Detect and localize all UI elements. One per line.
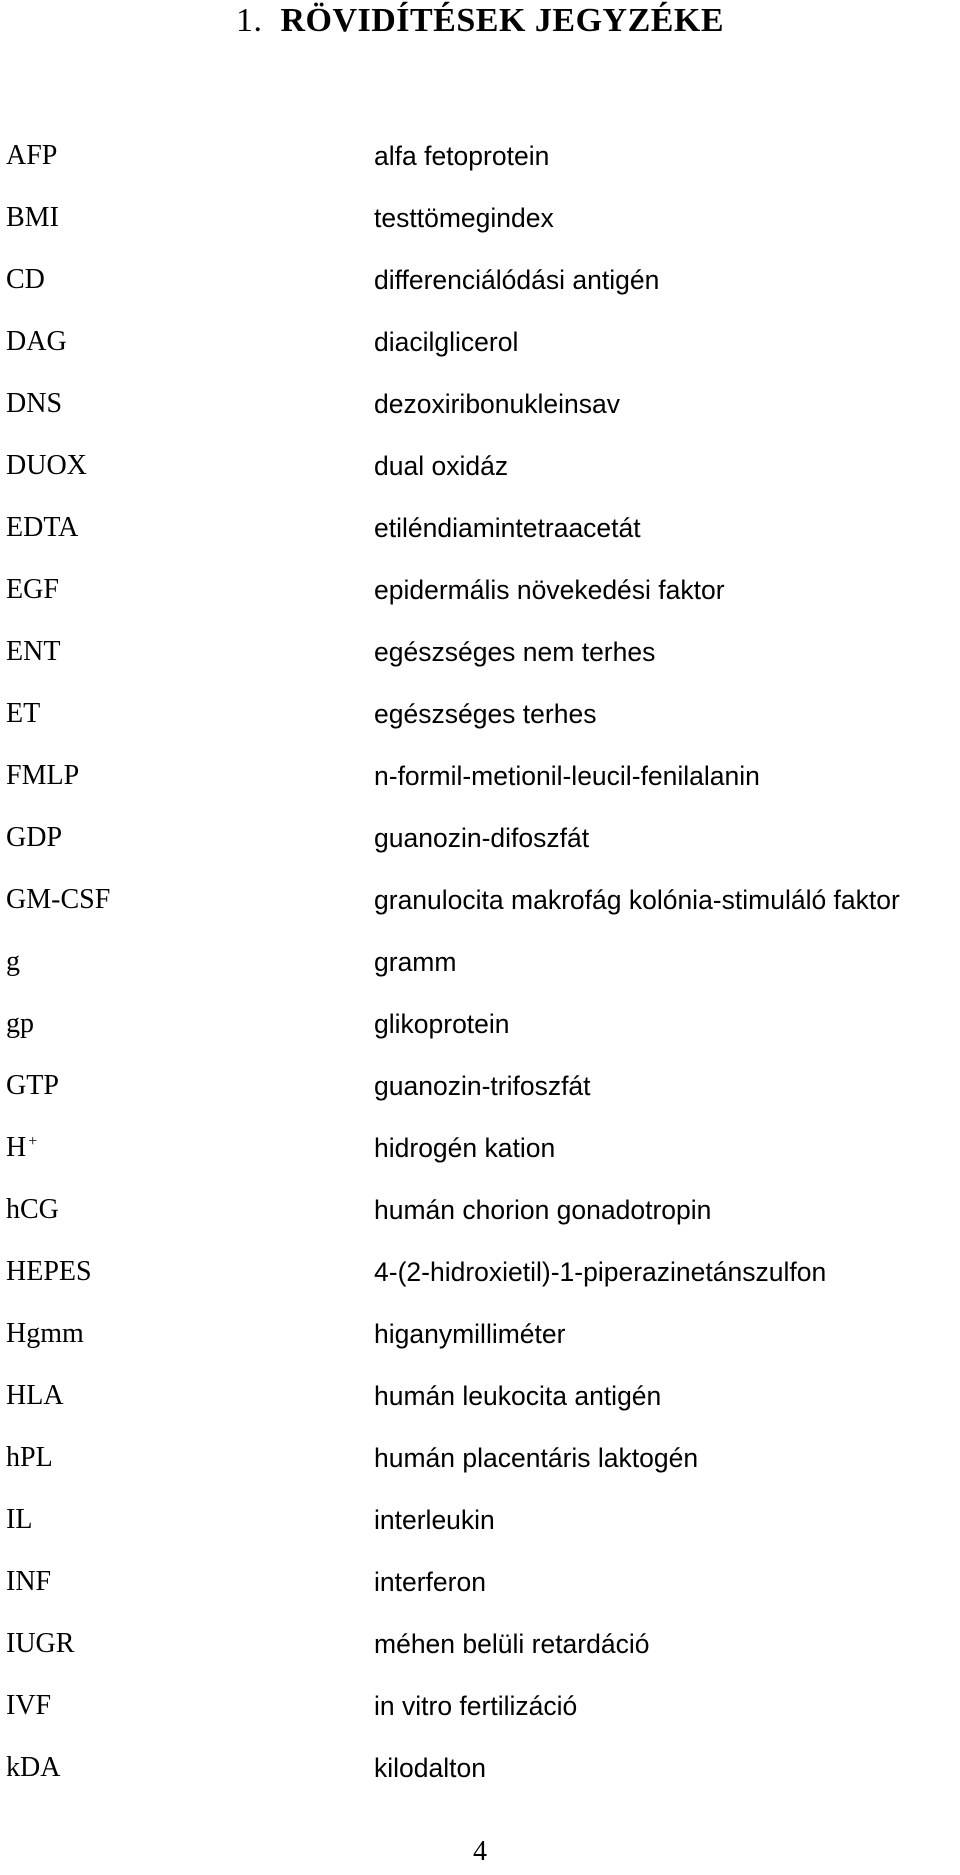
abbreviation-row bbox=[0, 1441, 960, 1503]
abbreviation-term-text: GTP bbox=[6, 1070, 59, 1101]
abbreviation-definition: hidrogén kation bbox=[374, 1133, 556, 1163]
abbreviation-term-text: FMLP bbox=[6, 760, 80, 791]
abbreviation-row bbox=[0, 1131, 960, 1193]
abbreviation-term bbox=[6, 1131, 37, 1165]
abbreviation-term-text: hCG bbox=[6, 1194, 59, 1225]
section-title: RÖVIDÍTÉSEK JEGYZÉKE bbox=[280, 2, 725, 39]
abbreviation-term-text: EGF bbox=[6, 574, 59, 605]
abbreviation-definition: egészséges nem terhes bbox=[374, 637, 656, 667]
abbreviation-term bbox=[6, 1069, 59, 1103]
abbreviation-term-text: ENT bbox=[6, 636, 61, 667]
abbreviation-row bbox=[0, 1317, 960, 1379]
abbreviation-term bbox=[6, 1007, 34, 1041]
abbreviation-term bbox=[6, 759, 79, 793]
abbreviation-row bbox=[0, 1379, 960, 1441]
abbreviation-definition: higanymilliméter bbox=[374, 1319, 566, 1349]
abbreviation-term bbox=[6, 1441, 53, 1475]
abbreviation-term-text: kDA bbox=[6, 1752, 61, 1783]
abbreviation-term bbox=[6, 1689, 51, 1723]
section-number: 1. bbox=[235, 2, 263, 39]
abbreviation-row bbox=[0, 1565, 960, 1627]
abbreviation-row bbox=[0, 387, 960, 449]
abbreviation-row bbox=[0, 1751, 960, 1813]
abbreviation-definition: glikoprotein bbox=[374, 1009, 510, 1039]
abbreviation-term bbox=[6, 1565, 51, 1599]
abbreviation-row bbox=[0, 945, 960, 1007]
abbreviation-definition: méhen belüli retardáció bbox=[374, 1629, 650, 1659]
abbreviation-definition: humán chorion gonadotropin bbox=[374, 1195, 712, 1225]
abbreviation-term bbox=[6, 697, 40, 731]
abbreviation-definition: granulocita makrofág kolónia-stimuláló faktor bbox=[374, 885, 900, 915]
abbreviation-definition: interferon bbox=[374, 1567, 486, 1597]
abbreviation-term bbox=[6, 821, 62, 855]
abbreviation-definition: kilodalton bbox=[374, 1753, 486, 1783]
abbreviation-term-text: Hgmm bbox=[6, 1318, 84, 1349]
abbreviation-term-text: CD bbox=[6, 264, 45, 295]
abbreviation-term bbox=[6, 1193, 59, 1227]
abbreviation-term-text: GDP bbox=[6, 822, 63, 853]
abbreviation-term bbox=[6, 139, 57, 173]
abbreviation-row bbox=[0, 883, 960, 945]
abbreviation-row bbox=[0, 1007, 960, 1069]
abbreviation-term-text: gp bbox=[6, 1008, 34, 1039]
abbreviation-definition: epidermális növekedési faktor bbox=[374, 575, 725, 605]
abbreviation-definition: alfa fetoprotein bbox=[374, 141, 550, 171]
abbreviation-row bbox=[0, 759, 960, 821]
abbreviation-row bbox=[0, 201, 960, 263]
abbreviation-term bbox=[6, 1379, 64, 1413]
abbreviation-definition: gramm bbox=[374, 947, 457, 977]
abbreviation-definition: testtömegindex bbox=[374, 203, 554, 233]
abbreviation-row bbox=[0, 511, 960, 573]
abbreviation-row bbox=[0, 1503, 960, 1565]
abbreviation-term bbox=[6, 573, 59, 607]
abbreviation-definition: guanozin-trifoszfát bbox=[374, 1071, 591, 1101]
abbreviation-row bbox=[0, 635, 960, 697]
abbreviation-row bbox=[0, 1193, 960, 1255]
abbreviation-term-text: DNS bbox=[6, 388, 63, 419]
abbreviation-term bbox=[6, 1751, 60, 1785]
abbreviation-definition: dual oxidáz bbox=[374, 451, 509, 481]
abbreviation-superscript: + bbox=[28, 1133, 38, 1150]
abbreviation-term-text: DUOX bbox=[6, 450, 87, 481]
abbreviation-term bbox=[6, 945, 20, 979]
abbreviation-term-text: GM-CSF bbox=[6, 884, 111, 915]
page-title bbox=[0, 2, 960, 40]
abbreviation-term bbox=[6, 1627, 74, 1661]
abbreviation-term-text: hPL bbox=[6, 1442, 53, 1473]
abbreviation-term-text: DAG bbox=[6, 326, 67, 357]
abbreviation-term-text: INF bbox=[6, 1566, 52, 1597]
abbreviation-term bbox=[6, 1255, 92, 1289]
abbreviation-row bbox=[0, 821, 960, 883]
abbreviation-definition: guanozin-difoszfát bbox=[374, 823, 590, 853]
page-number: 4 bbox=[473, 1836, 487, 1867]
abbreviation-term bbox=[6, 387, 62, 421]
abbreviation-row bbox=[0, 573, 960, 635]
abbreviation-definition: n-formil-metionil-leucil-fenilalanin bbox=[374, 761, 760, 791]
abbreviation-term bbox=[6, 883, 110, 917]
abbreviation-term bbox=[6, 1503, 32, 1537]
abbreviation-row bbox=[0, 1689, 960, 1751]
abbreviation-definition: etiléndiamintetraacetát bbox=[374, 513, 641, 543]
abbreviation-definition: dezoxiribonukleinsav bbox=[374, 389, 621, 419]
abbreviation-term-text: BMI bbox=[6, 202, 59, 233]
abbreviation-definition: diacilglicerol bbox=[374, 327, 519, 357]
abbreviation-term-text: IUGR bbox=[6, 1628, 75, 1659]
abbreviation-term-text: AFP bbox=[6, 140, 58, 171]
abbreviation-term bbox=[6, 1317, 84, 1351]
abbreviation-term bbox=[6, 201, 59, 235]
abbreviation-term-text: HEPES bbox=[6, 1256, 92, 1287]
abbreviation-definition: egészséges terhes bbox=[374, 699, 597, 729]
abbreviation-definition: in vitro fertilizáció bbox=[374, 1691, 578, 1721]
abbreviation-row bbox=[0, 449, 960, 511]
abbreviation-row bbox=[0, 263, 960, 325]
abbreviation-row bbox=[0, 325, 960, 387]
abbreviation-term bbox=[6, 263, 45, 297]
abbreviation-term-text: HLA bbox=[6, 1380, 64, 1411]
abbreviation-row bbox=[0, 1627, 960, 1689]
abbreviation-definition: humán placentáris laktogén bbox=[374, 1443, 699, 1473]
abbreviation-term-text: H bbox=[6, 1132, 27, 1163]
abbreviation-row bbox=[0, 1069, 960, 1131]
abbreviation-row bbox=[0, 697, 960, 759]
abbreviation-term-text: IVF bbox=[6, 1690, 52, 1721]
abbreviation-row bbox=[0, 139, 960, 201]
abbreviation-list bbox=[0, 139, 960, 1813]
abbreviation-term-text: g bbox=[6, 946, 20, 977]
abbreviation-term bbox=[6, 325, 67, 359]
abbreviation-term bbox=[6, 635, 60, 669]
abbreviation-definition: 4-(2-hidroxietil)-1-piperazinetánszulfon bbox=[374, 1257, 827, 1287]
abbreviation-term bbox=[6, 449, 87, 483]
abbreviation-definition: differenciálódási antigén bbox=[374, 265, 660, 295]
abbreviation-term-text: IL bbox=[6, 1504, 33, 1535]
abbreviation-definition: humán leukocita antigén bbox=[374, 1381, 662, 1411]
abbreviation-row bbox=[0, 1255, 960, 1317]
abbreviation-definition: interleukin bbox=[374, 1505, 495, 1535]
abbreviation-term bbox=[6, 511, 78, 545]
abbreviation-term-text: EDTA bbox=[6, 512, 79, 543]
abbreviation-term-text: ET bbox=[6, 698, 41, 729]
